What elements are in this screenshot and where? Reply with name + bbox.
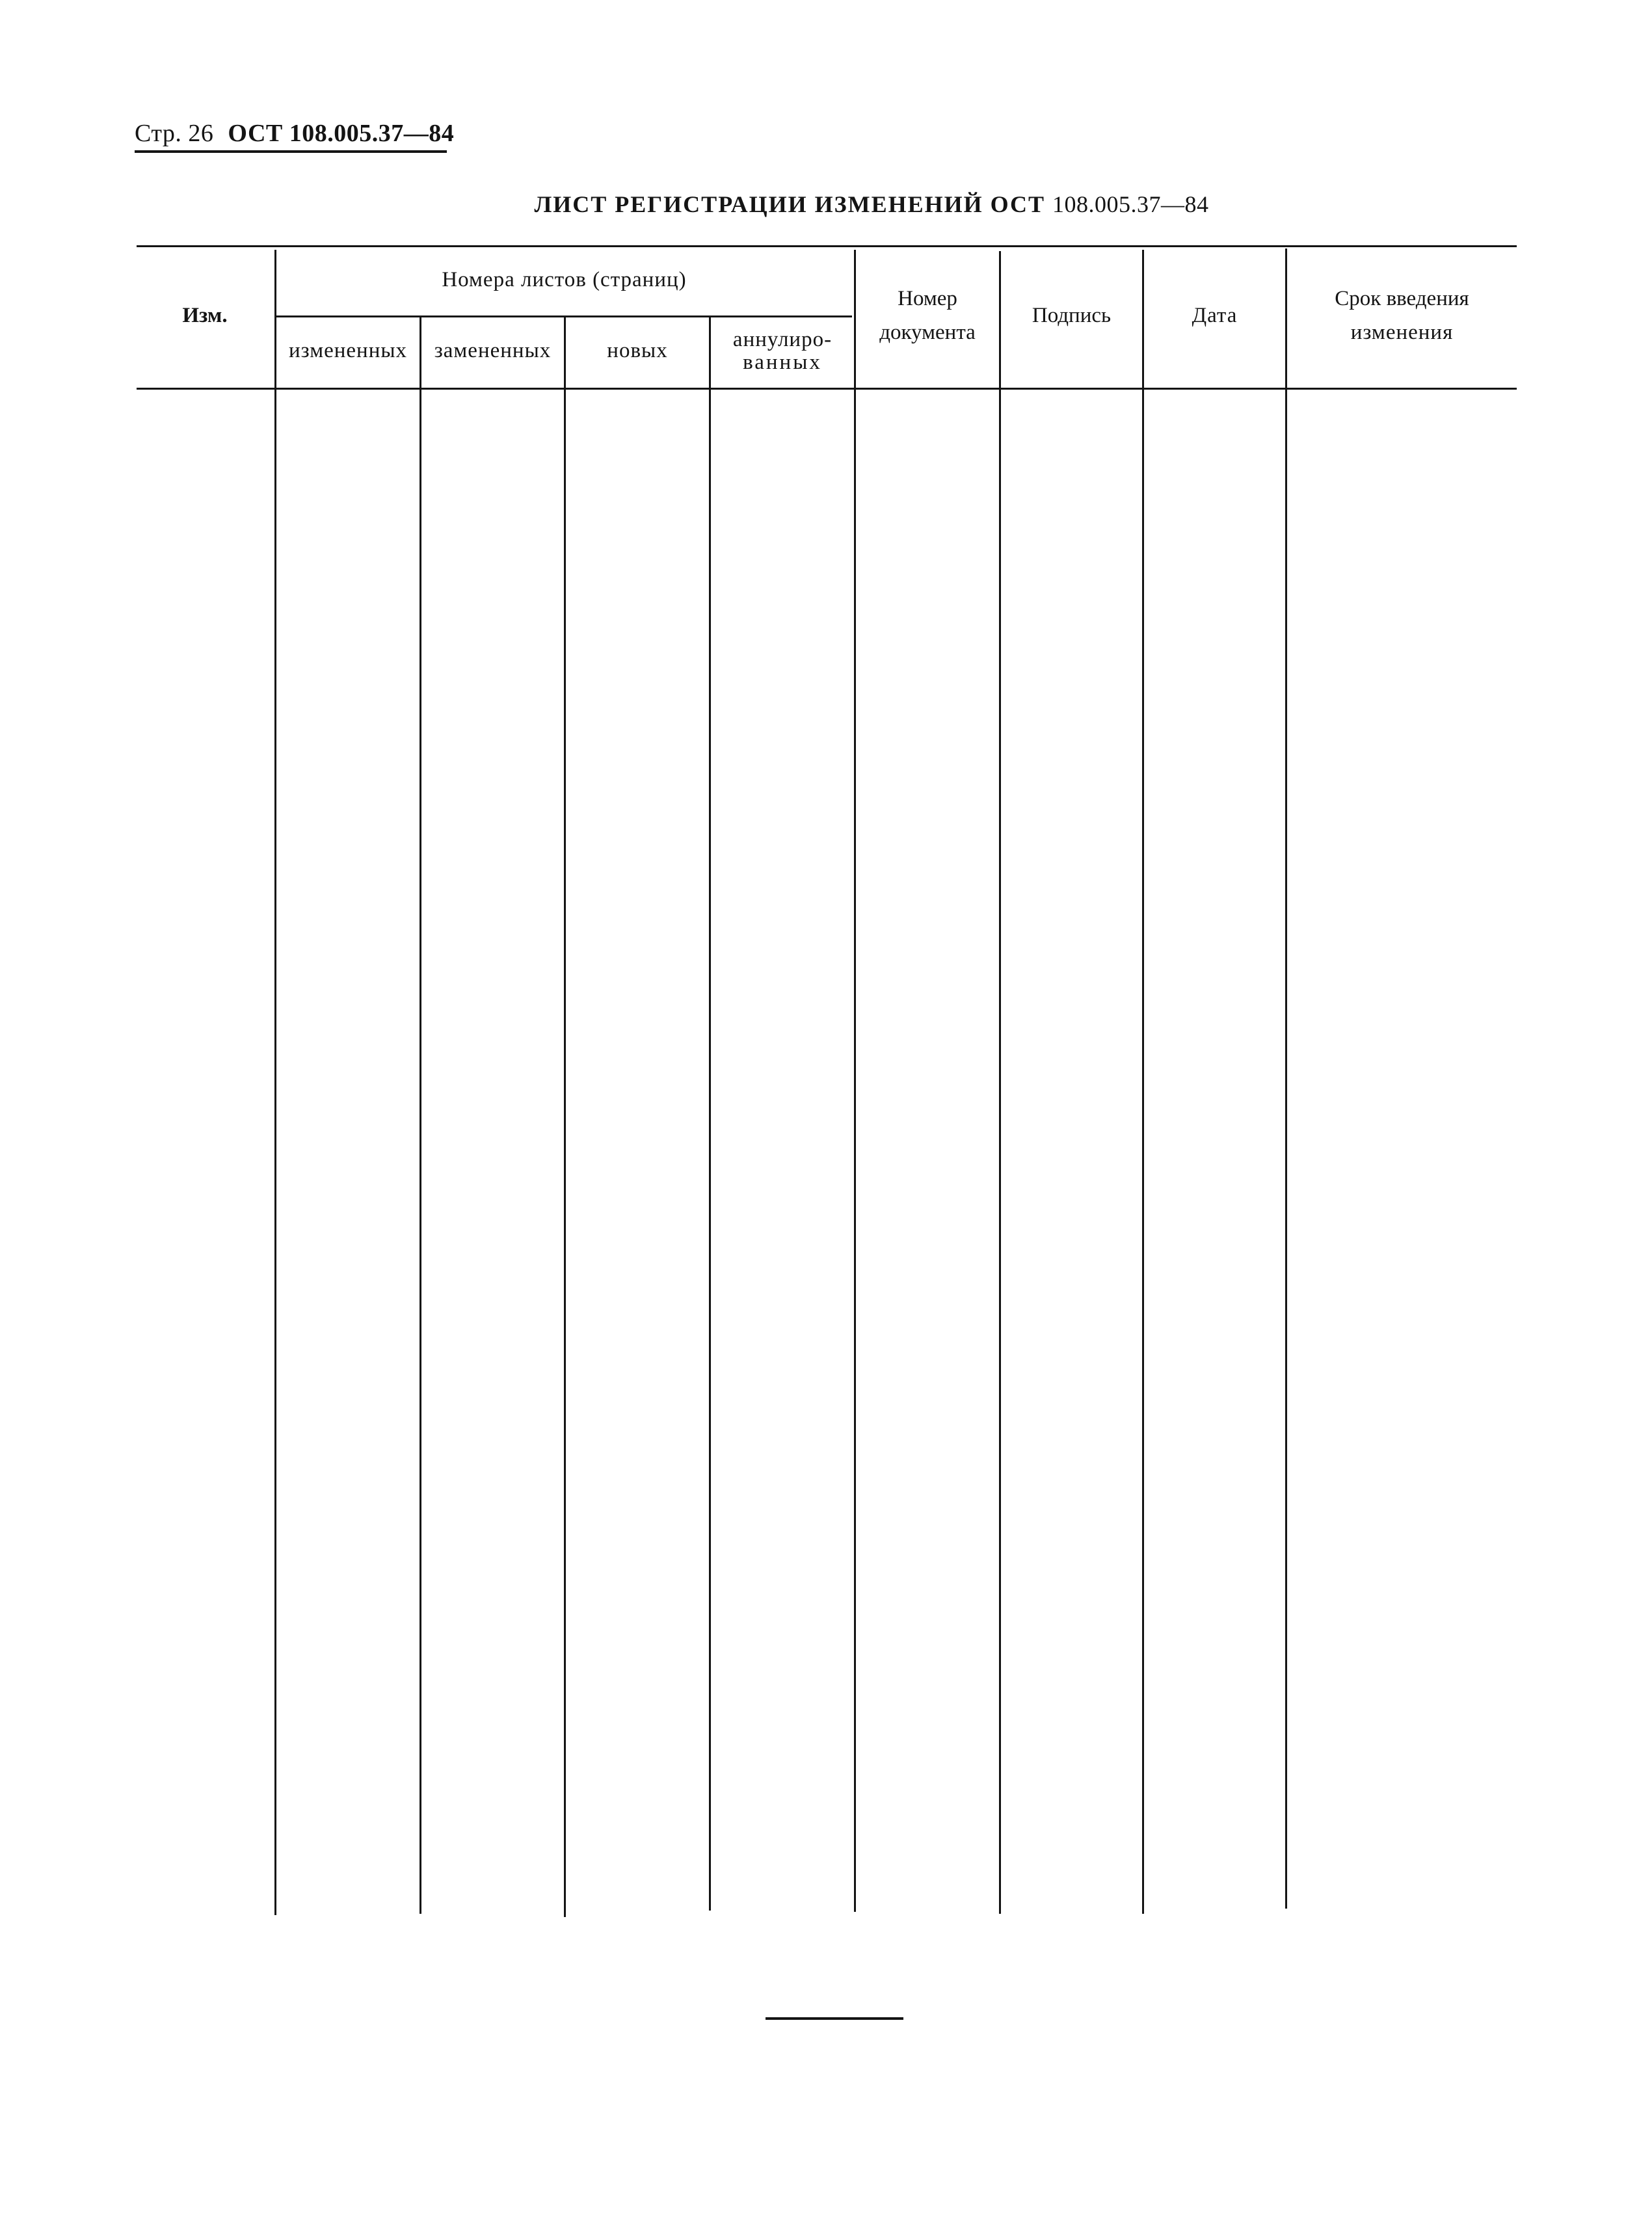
- header-term-line-2: изменения: [1350, 321, 1454, 344]
- sheet-title-number: 108.005.37—84: [1052, 191, 1209, 217]
- header-sheet-numbers: Номера листов (страниц): [442, 268, 687, 291]
- column-divider-7: [1142, 250, 1144, 1914]
- header-changed: измененных: [288, 339, 408, 362]
- column-divider-4: [709, 317, 711, 1911]
- column-divider-6: [999, 251, 1001, 1914]
- header-annulled-line-2: ванных: [743, 351, 822, 374]
- header-term-line-1: Срок введения: [1335, 287, 1469, 310]
- page-label: Стр. 26: [135, 120, 214, 147]
- running-head: [135, 117, 454, 150]
- header-doc-number-line-1: Номер: [898, 287, 957, 310]
- column-divider-8: [1285, 248, 1287, 1909]
- end-of-page-rule: [766, 2017, 903, 2020]
- sheet-title-main: ЛИСТ РЕГИСТРАЦИИ ИЗМЕНЕНИЙ ОСТ: [534, 191, 1046, 217]
- running-head-underline: [135, 150, 447, 153]
- header-bottom-rule: [137, 388, 1517, 390]
- header-doc-number-line-2: документа: [879, 321, 976, 344]
- standard-designation: ОСТ 108.005.37—84: [228, 120, 455, 147]
- column-divider-2: [420, 317, 421, 1914]
- column-divider-5: [854, 250, 856, 1912]
- column-divider-3: [564, 317, 566, 1917]
- column-divider-1: [274, 250, 276, 1915]
- header-izm: Изм.: [182, 304, 228, 327]
- header-replaced: замененных: [434, 339, 552, 362]
- table-top-rule: [137, 245, 1517, 247]
- header-date: Дата: [1192, 304, 1238, 327]
- header-annulled-line-1: аннулиро-: [732, 328, 833, 351]
- sheet-title: [0, 189, 1652, 220]
- header-signature: Подпись: [1032, 304, 1112, 327]
- header-new: новых: [607, 339, 668, 362]
